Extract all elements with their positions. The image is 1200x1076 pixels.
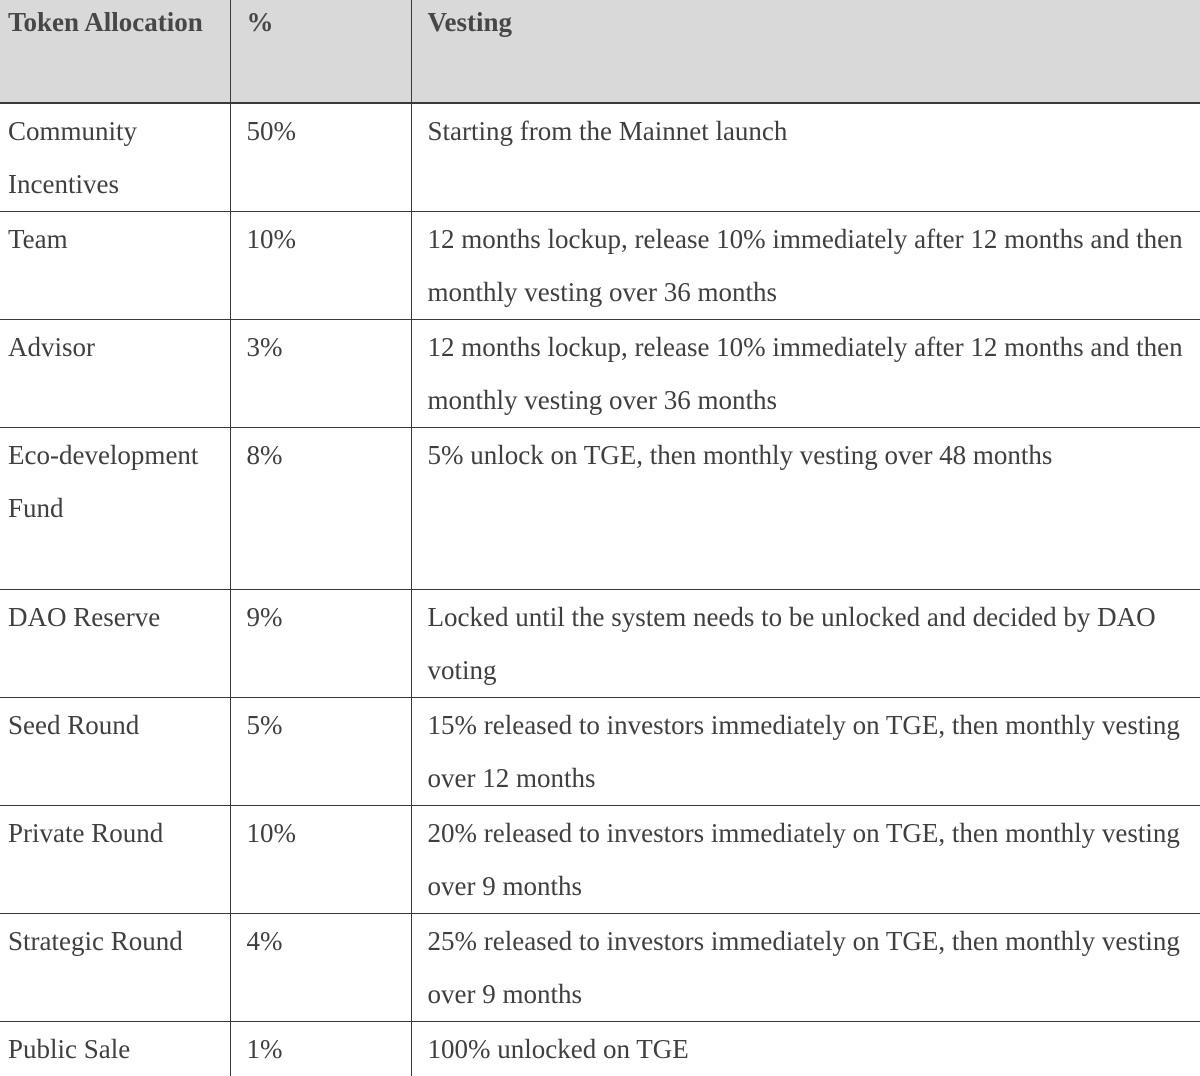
percent-cell: 9% <box>230 590 411 698</box>
table-row <box>0 212 1200 320</box>
header-vesting-label: Vesting <box>428 0 1200 48</box>
allocation-cell: Community Incentives <box>0 103 230 212</box>
header-row <box>0 0 1200 103</box>
header-percent <box>230 0 411 103</box>
table-row <box>0 590 1200 698</box>
percent-cell: 50% <box>230 103 411 212</box>
percent-cell: 1% <box>230 1022 411 1076</box>
vesting-cell: 5% unlock on TGE, then monthly vesting over 48 months <box>411 428 1200 590</box>
allocation-cell: Advisor <box>0 320 230 428</box>
table-row <box>0 1022 1200 1076</box>
table-row <box>0 428 1200 590</box>
header-vesting <box>411 0 1200 103</box>
table-row <box>0 806 1200 914</box>
percent-cell: 8% <box>230 428 411 590</box>
percent-cell: 4% <box>230 914 411 1022</box>
vesting-cell: Locked until the system needs to be unlocked and decided by DAO voting <box>411 590 1200 698</box>
allocation-cell: Public Sale <box>0 1022 230 1076</box>
percent-cell: 10% <box>230 806 411 914</box>
header-allocation-label: Token Allocation <box>8 0 230 48</box>
allocation-cell: Eco-development Fund <box>0 428 230 590</box>
header-allocation <box>0 0 230 103</box>
percent-cell: 3% <box>230 320 411 428</box>
vesting-cell: 12 months lockup, release 10% immediately after 12 months and then monthly vesting over 36 months <box>411 212 1200 320</box>
table-row <box>0 914 1200 1022</box>
percent-cell: 10% <box>230 212 411 320</box>
percent-cell: 5% <box>230 698 411 806</box>
vesting-cell: 15% released to investors immediately on TGE, then monthly vesting over 12 months <box>411 698 1200 806</box>
table-row <box>0 698 1200 806</box>
table-row <box>0 103 1200 212</box>
allocation-cell: Private Round <box>0 806 230 914</box>
allocation-cell: Strategic Round <box>0 914 230 1022</box>
vesting-cell: 12 months lockup, release 10% immediately after 12 months and then monthly vesting over 36 months <box>411 320 1200 428</box>
vesting-cell: Starting from the Mainnet launch <box>411 103 1200 212</box>
vesting-cell: 25% released to investors immediately on TGE, then monthly vesting over 9 months <box>411 914 1200 1022</box>
allocation-cell: DAO Reserve <box>0 590 230 698</box>
allocation-cell: Seed Round <box>0 698 230 806</box>
vesting-cell: 100% unlocked on TGE <box>411 1022 1200 1076</box>
allocation-cell: Team <box>0 212 230 320</box>
table-body <box>0 103 1200 1076</box>
table-header <box>0 0 1200 103</box>
vesting-cell: 20% released to investors immediately on TGE, then monthly vesting over 9 months <box>411 806 1200 914</box>
table-row <box>0 320 1200 428</box>
header-percent-label: % <box>247 0 411 48</box>
